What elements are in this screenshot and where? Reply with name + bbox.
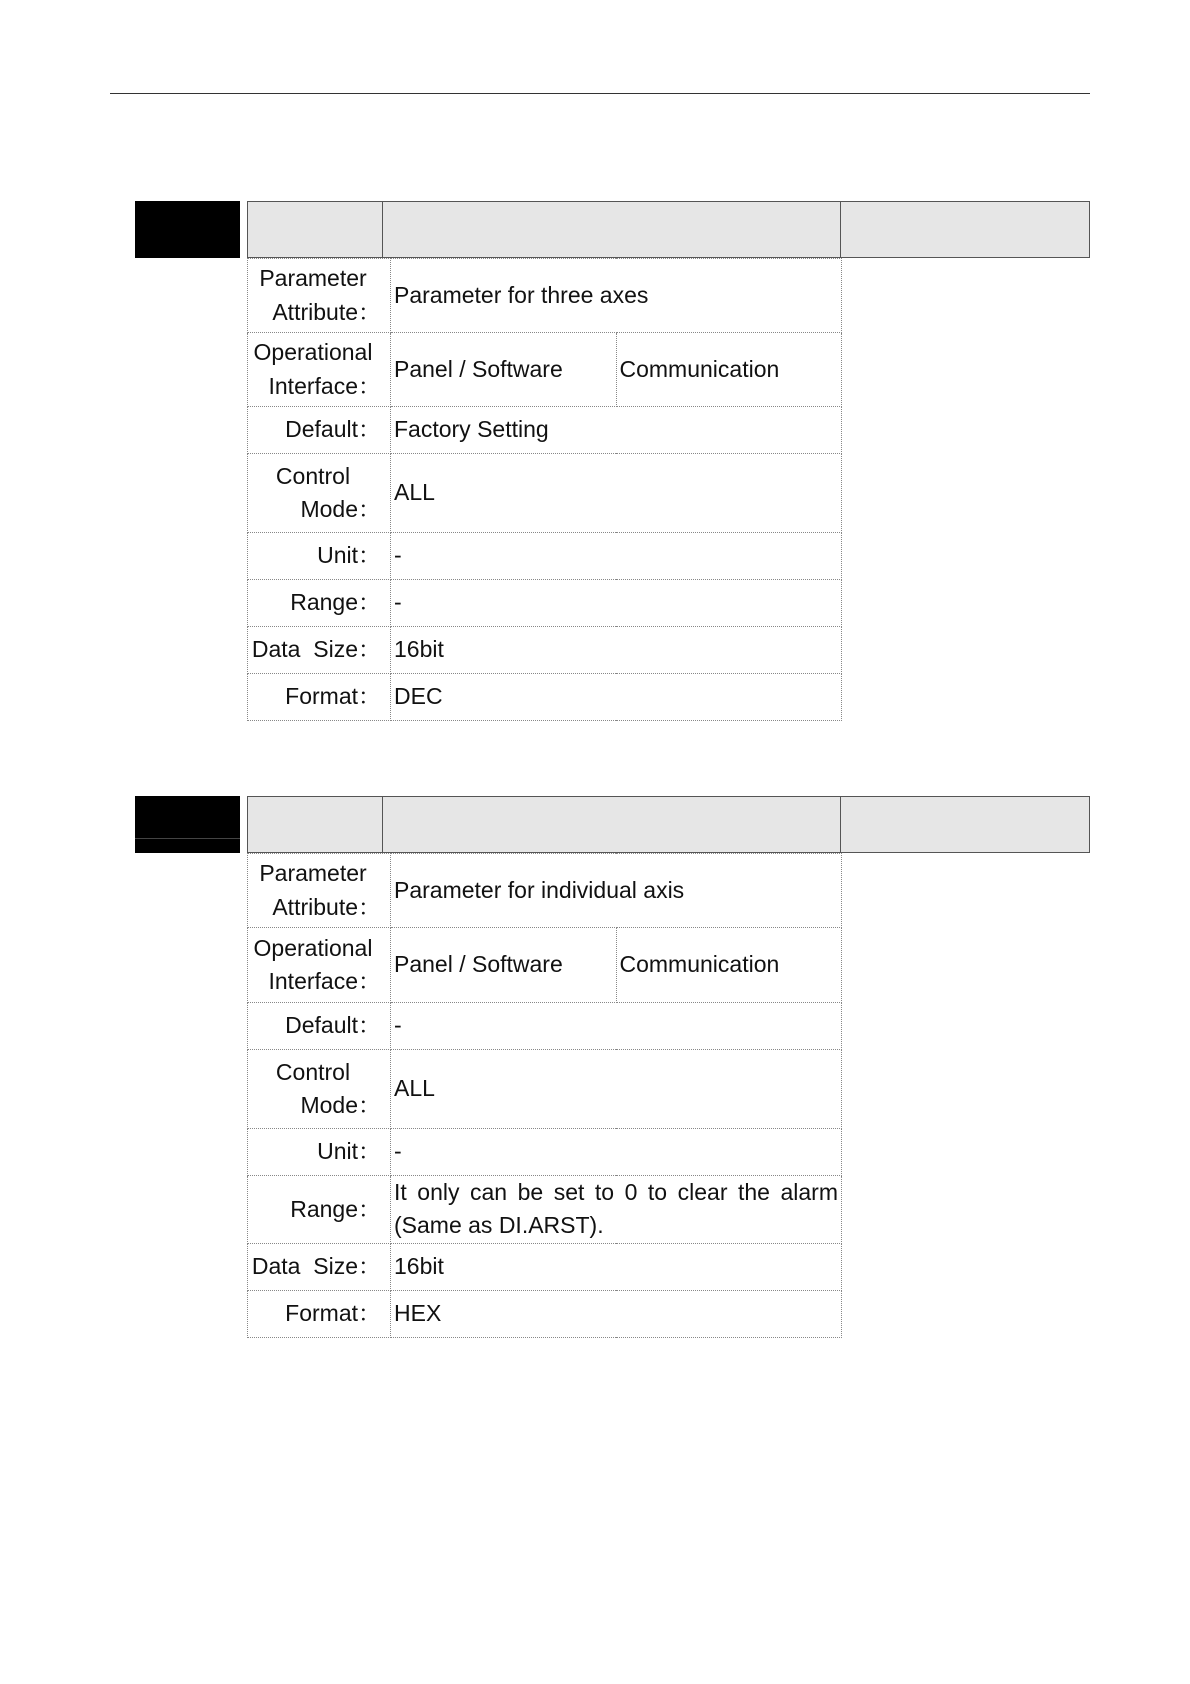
format-value: HEX (391, 1290, 842, 1337)
unit-label: Unit： (248, 1129, 391, 1176)
parameter-header-row (247, 201, 1090, 258)
format-value: DEC (391, 674, 842, 721)
control-mode-row (248, 454, 842, 533)
header-cell (382, 796, 841, 853)
range-row (248, 1176, 842, 1244)
control-mode-value: ALL (391, 1050, 842, 1129)
attribute-row (248, 854, 842, 928)
header-rule (110, 93, 1090, 94)
control-mode-label: Control Mode： (248, 454, 391, 533)
parameter-code-tag (135, 201, 240, 258)
data-size-value: 16bit (391, 1243, 842, 1290)
range-label: Range： (248, 580, 391, 627)
data-size-label: Data Size： (248, 1243, 391, 1290)
control-mode-row (248, 1050, 842, 1129)
header-cell (840, 201, 1090, 258)
range-row (248, 580, 842, 627)
data-size-label: Data Size： (248, 627, 391, 674)
attribute-row (248, 259, 842, 333)
default-value: Factory Setting (391, 407, 842, 454)
unit-row (248, 533, 842, 580)
range-value: It only can be set to 0 to clear the alarm (Same as DI.ARST). (391, 1176, 842, 1244)
attribute-label: Parameter Attribute： (248, 854, 391, 928)
default-row (248, 1003, 842, 1050)
parameter-code-tag (135, 796, 240, 853)
format-row (248, 674, 842, 721)
attribute-value: Parameter for three axes (391, 259, 842, 333)
header-cell (840, 796, 1090, 853)
interface-panel-software: Panel / Software (391, 928, 617, 1003)
interface-communication: Communication (616, 928, 842, 1003)
default-label: Default： (248, 1003, 391, 1050)
interface-label: Operational Interface： (248, 928, 391, 1003)
data-size-row (248, 1243, 842, 1290)
control-mode-value: ALL (391, 454, 842, 533)
format-label: Format： (248, 1290, 391, 1337)
range-label: Range： (248, 1176, 391, 1244)
format-row (248, 1290, 842, 1337)
data-size-row (248, 627, 842, 674)
attribute-label: Parameter Attribute： (248, 259, 391, 333)
format-label: Format： (248, 674, 391, 721)
default-row (248, 407, 842, 454)
control-mode-label: Control Mode： (248, 1050, 391, 1129)
interface-panel-software: Panel / Software (391, 333, 617, 407)
unit-value: - (391, 533, 842, 580)
header-cell (247, 201, 383, 258)
parameter-attribute-table (247, 258, 842, 721)
default-value: - (391, 1003, 842, 1050)
parameter-header-row (247, 796, 1090, 853)
interface-label: Operational Interface： (248, 333, 391, 407)
default-label: Default： (248, 407, 391, 454)
header-cell (247, 796, 383, 853)
range-value: - (391, 580, 842, 627)
unit-value: - (391, 1129, 842, 1176)
attribute-value: Parameter for individual axis (391, 854, 842, 928)
interface-row (248, 928, 842, 1003)
data-size-value: 16bit (391, 627, 842, 674)
unit-row (248, 1129, 842, 1176)
unit-label: Unit： (248, 533, 391, 580)
parameter-attribute-table (247, 853, 842, 1338)
interface-communication: Communication (616, 333, 842, 407)
header-cell (382, 201, 841, 258)
interface-row (248, 333, 842, 407)
